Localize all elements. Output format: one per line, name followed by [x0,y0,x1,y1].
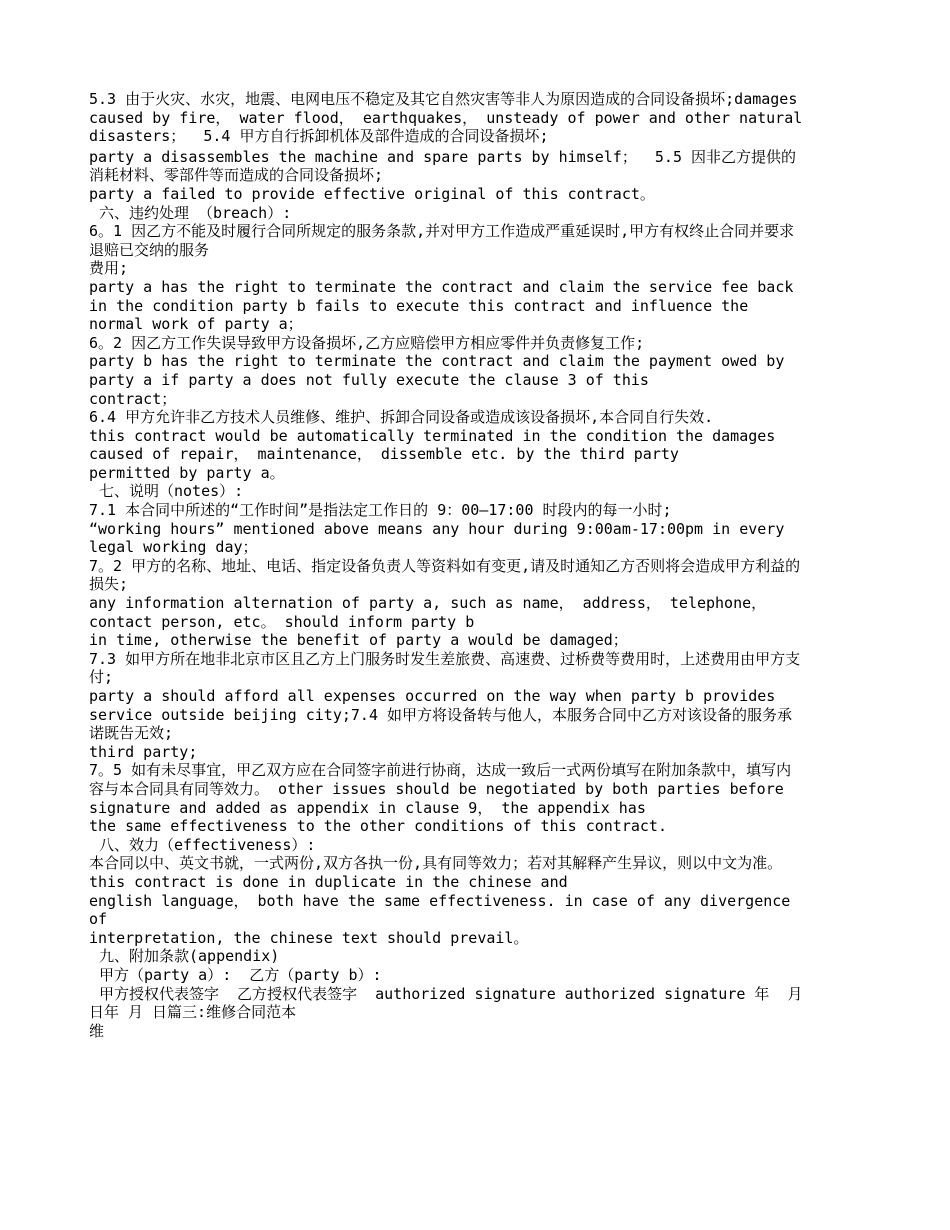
text-line: english language， both have the same effectiveness. in case of any divergence [89,891,791,910]
text-line: 7.1 本合同中所述的“工作时间”是指法定工作日的 9：00—17:00 时段内的每一小时; [89,501,672,520]
text-line: contract； [89,389,177,408]
text-line: interpretation, the chinese text should prevail。 [89,928,529,947]
text-line: party a failed to provide effective original of this contract。 [89,184,655,203]
text-line: 退赔已交纳的服务 [89,240,210,259]
text-line: normal work of party a； [89,315,303,334]
text-line: 7.3 如甲方所在地非北京市区且乙方上门服务时发生差旅费、高速费、过桥费等费用时，上述费用由甲方支 [89,649,801,668]
section-heading-appendix: 九、附加条款(appendix) [99,947,280,966]
signature-line: 甲方授权代表签字 乙方授权代表签字 authorized signature authorized signature 年 月 [99,984,803,1003]
section-heading-notes: 七、说明（notes）: [99,482,244,501]
text-line: party a disassembles the machine and spare parts by himself； 5.5 因非乙方提供的 [89,147,797,166]
text-line: 6。2 因乙方工作失误导致甲方设备损坏,乙方应赔偿甲方相应零件并负责修复工作; [89,333,645,352]
section-heading-effectiveness: 八、效力（effectiveness）: [99,835,316,854]
text-line: caused by fire， water flood， earthquakes， unsteady of power and other natural [89,108,803,127]
text-line: permitted by party a。 [89,463,285,482]
text-line: this contract is done in duplicate in the chinese and [89,872,568,891]
text-line: 费用; [89,259,129,278]
text-line: 本合同以中、英文书就，一式两份,双方各执一份,具有同等效力；若对其解释产生异议，则以中文为准。 [89,854,783,873]
text-line: 容与本合同具有同等效力。 other issues should be negotiated by both parties before [89,779,784,798]
text-line: 5.3 由于火灾、水灾，地震、电网电压不稳定及其它自然灾害等非人为原因造成的合同设备损坏;damages [89,90,798,108]
text-line: legal working day； [89,538,258,557]
text-line: 损失; [89,575,129,594]
text-line: 消耗材料、零部件等而造成的合同设备损坏; [89,166,384,185]
text-line: the same effectiveness to the other conditions of this contract. [89,817,667,836]
text-line: 日年 月 日篇三:维修合同范本 [89,1003,297,1022]
text-line: caused of repair， maintenance， dissemble etc. by the third party [89,445,679,464]
text-line: 付; [89,668,114,687]
text-line: in the condition party b fails to execute this contract and influence the [89,296,749,315]
text-line: 维 [89,1021,105,1040]
text-line: in time, otherwise the benefit of party a would be damaged； [89,631,628,650]
text-line: 7。2 甲方的名称、地址、电话、指定设备负责人等资料如有变更,请及时通知乙方否则将会造成甲方利益的 [89,556,801,575]
text-line: service outside beijing city;7.4 如甲方将设备转与他人，本服务合同中乙方对该设备的服务承 [89,705,793,724]
text-line: contact person, etc。 should inform party b [89,612,475,631]
text-line: party a if party a does not fully execute the clause 3 of this [89,370,649,389]
text-line: signature and added as appendix in clause 9， the appendix has [89,798,646,817]
text-line: 7。5 如有未尽事宜，甲乙双方应在合同签字前进行协商，达成一致后一式两份填写在附加条款中，填写内 [89,761,792,780]
text-line: 诺既告无效; [89,724,174,743]
party-labels: 甲方（party a）: 乙方（party b）: [99,965,382,984]
text-line: 6.4 甲方允许非乙方技术人员维修、维护、拆卸合同设备或造成该设备损坏,本合同自行失效. [89,408,714,427]
text-line: any information alternation of party a, such as name， address， telephone， [89,594,767,613]
text-line: of [89,910,108,929]
contract-text [89,90,864,1040]
text-line: party a should afford all expenses occurred on the way when party b provides [89,687,776,705]
text-line: this contract would be automatically terminated in the condition the damages [89,426,776,445]
text-line: 6。1 因乙方不能及时履行合同所规定的服务条款,并对甲方工作造成严重延误时,甲方有权终止合同并要求 [89,222,795,241]
text-line: third party; [89,742,198,761]
text-line: “working hours” mentioned above means any hour during 9:00am-17:00pm in every [89,519,785,538]
text-line: party a has the right to terminate the contract and claim the service fee back [89,277,794,296]
text-line: disasters； 5.4 甲方自行拆卸机体及部件造成的合同设备损坏; [89,127,549,146]
section-heading-breach: 六、违约处理 （breach）: [99,203,292,222]
text-line: party b has the right to terminate the contract and claim the payment owed by [89,352,785,371]
